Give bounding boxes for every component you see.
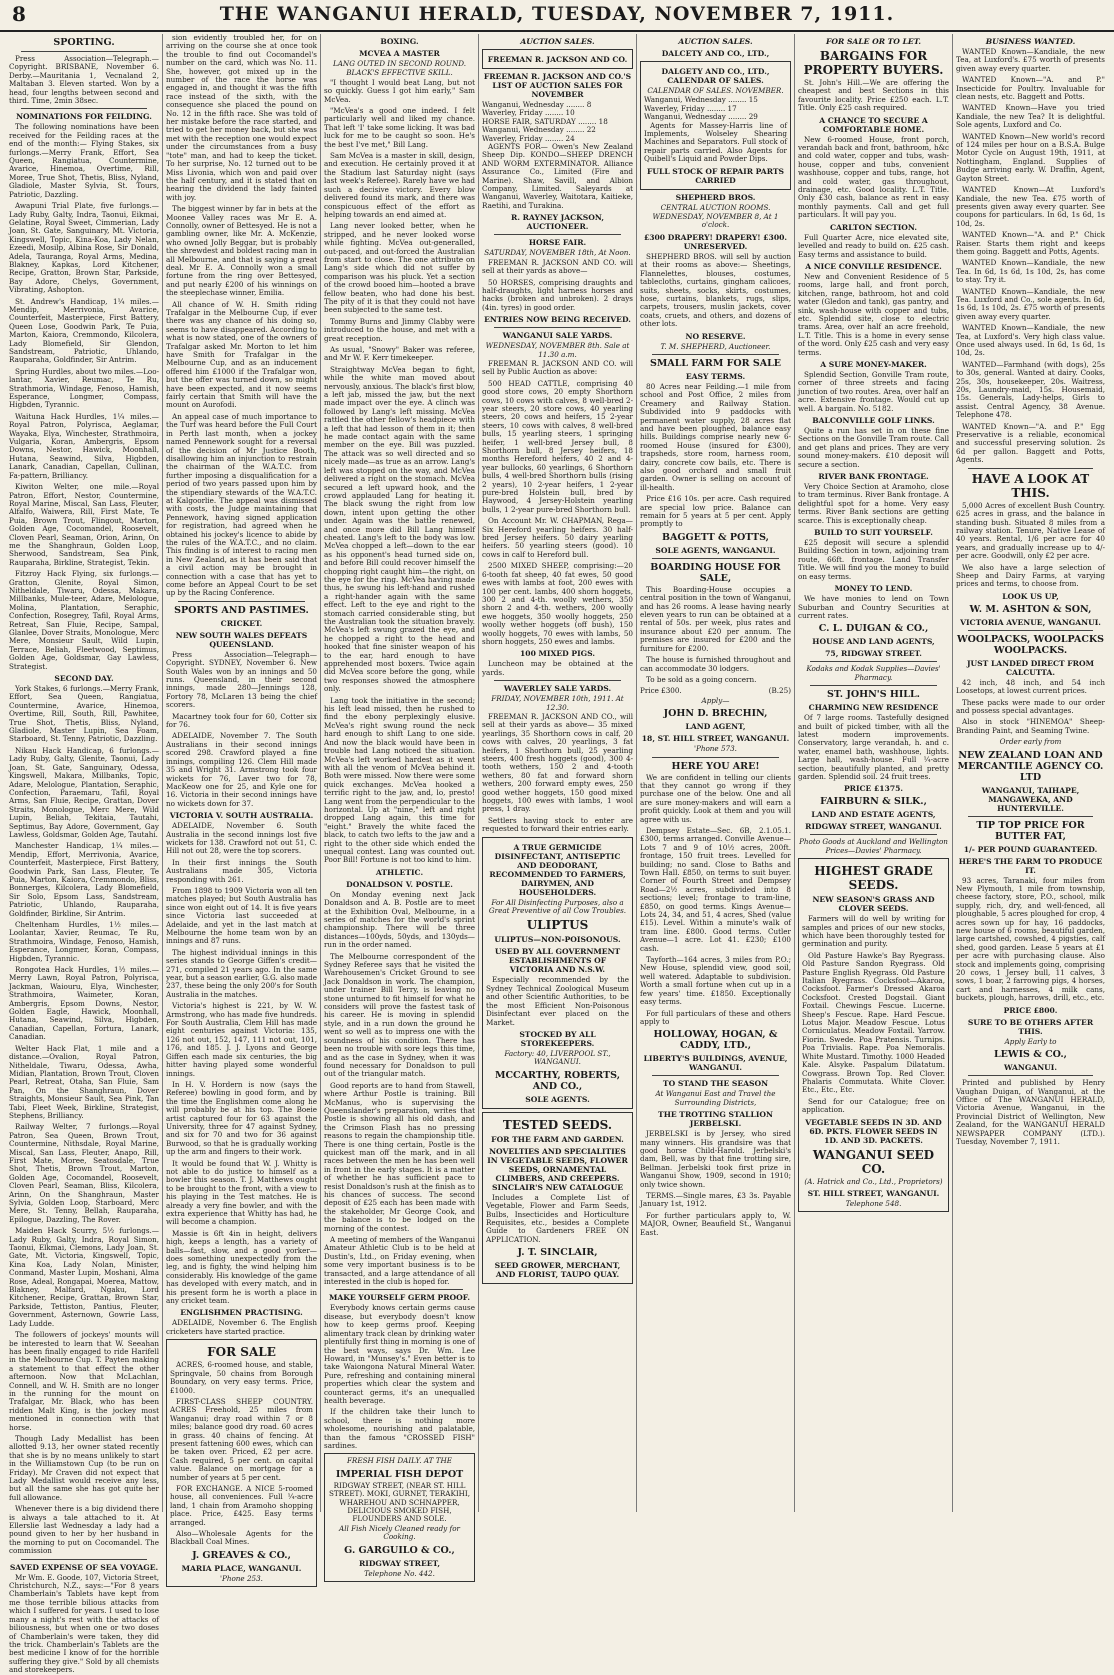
advert-text: SHEPHERD BROS. will sell by auction at their rooms as above:— Sheetings, Flannelettes, blouses, costumes, tablecloths, curtains, gingham calicoes, suits, sheets, socks, skirts, costumes, hose, curtains, blankets, rugs, slips, carpets, trousers, muslin jackets, cover coats, cruets, and others, and dozens of other lots.	[640, 251, 791, 329]
advert-address: 18, ST. HILL STREET, WANGANUI.	[641, 734, 790, 744]
advert-text: NO RESERVE.	[685, 331, 746, 341]
article-text: Awapuni Trial Plate, five furlongs.—Lady Ruby, Galty, Indra, Taonui, Eikmai, Gelatine, Royal Sweet, Cimmerian, Lady Joan, St. Gate, Sanguinary, Mt. Victoria, Kingswell, Topic, Kina-Koa, Lady Nelan, Ezeedi, Mosilp, Albina Rose, Sir Donald, Adela, Tauranga, Royal Arms, Medina, Blakney, Kapkas, Lord Kitchener, Recipe, Gratton, Brown Star, Parkside, Bay Adore, Chelys, Government, Vibrating, Ashopton.	[9, 201, 159, 295]
article-text: Tommy Burns and Jimmy Clabby were introduced to the house, and met with a great reception.	[324, 316, 475, 343]
advert-text: STOCKED BY ALL STOREKEEPERS.	[519, 1029, 596, 1048]
article-text: It would be found that W. J. Whitty is not able to do justice to himself as a bowler this season. T. J. Matthews ought to be brought to the front, with a view to his playing in the Test matches. He is already a very fine bowler, and with the extra experience that Whitty has had, he will become a champion.	[166, 1158, 317, 1227]
price-line	[640, 687, 791, 695]
article-text: As usual, "Snowy" Baker was referee, and Mr W. F. Kerr timekeeper.	[324, 345, 475, 363]
advert-text: A TRUE GERMICIDE DISINFECTANT, ANTISEPTIC AND DEODORANT, RECOMMENDED TO FARMERS, DAIRYMEN, AND HOUSEHOLDERS.	[489, 842, 626, 897]
victoria-heading: VICTORIA V. SOUTH AUSTRALIA.	[169, 811, 314, 821]
article-text: sion evidently troubled her, for on arriving on the course she at once took the trouble to find out Cocomandel's number on the card, which was No. 11. She, however, got mixed up in the number of the race the horse was engaged in, and thought it was the fifth race instead of the sixth, with the consequence she placed the pound on No. 12 in the fifth race. She was told of her mistake before the race started, and tried to get her money back, but she was met with the reception one would expect under the circumstances from a busy "tote" man, and had to keep the ticket. To her surprise, No. 12 turned out to be Miss Livonia, which won and paid over the half century, and it is stated that on hearing the dividend the lady fainted with joy.	[166, 33, 317, 202]
for-sale-advert	[166, 1339, 317, 1587]
wanted-item: WANTED Known—Kandiale, the new Tea, at Luxford's. Very high class value. Once used always used. In 6d, 1s 6d, 1s 10d, 2s.	[956, 323, 1105, 358]
advert-text: All Fish Nicely Cleaned ready for Cooking.	[339, 1523, 460, 1542]
advert-firm: NEW ZEALAND LOAN AND MERCANTILE AGENCY CO. LTD	[957, 749, 1104, 783]
advert-text: LAND AND ESTATE AGENTS,	[811, 810, 936, 820]
advert-text: 2500 MIXED SHEEP, comprising:—20 6-tooth fat sheep, 40 fat ewes, 50 good ewes with lambs at foot, 200 ewes with 100 per cent. lambs, 400 shorn hoggets, 300 2 and 4-th. woolly wethers, 350 shorn 2 and 4-th. wethers, 200 woolly ewe hoggets, 350 woolly hoggets, 250 woolly wether hoggets (off bush), 150 woolly hoggets, 70 ewes with lambs, 50 shorn hoggets, 250 ewes and lambs.	[482, 561, 633, 646]
article-text: Spring Hurdles, about two miles.—Loo-lantar, Xavier, Reumac, Te Ru, Strathmoria, Windage, Fenoso, Hamish, Esperance, Longmer, Compass, Higbden, Tyrannic.	[9, 366, 159, 410]
advert-text: FREEMAN R. JACKSON AND CO. will sell by Public Auction as above:	[482, 358, 633, 377]
advert-ref: (B.25)	[768, 686, 791, 696]
column-3	[320, 34, 478, 1578]
advert-address: ST. HILL STREET, WANGANUI.	[807, 1188, 940, 1198]
advert-text: Of 7 large rooms. Tastefully designed and built of picked timber, with all the latest modern improvements. Conservatory, large verandah, h. and c. water, enamel bath, washhouse, lights. Large hall, wash-house. Full ¼-acre section, beautifully planted, and pretty garden. Splendid soil. 24 fruit trees.	[798, 713, 949, 781]
column-7	[952, 34, 1108, 1512]
article-text: Kiwiton Welter, one mile.—Royal Patron, Effort, Nestor, Countermine, Royal Marine, Miscal, San Lass, Fleuter, Alfalfo, Waiwera, Rill, First Mate, Te Puia, Brown Trout, Flingout, Marton, Golden Age, Cocomandel, Roosevelt, Cloven Pearl, Seaman, Orion, Arinn, On me the Shanghraun, Golden Loop, Sherwood, Sandstream, Sea Pink, Rauparaha, Birkline, Strategist, Tekin.	[9, 482, 159, 567]
divider	[494, 327, 621, 328]
article-text: The followers of jockeys' mounts will be interested to learn that W. Seeahan has been finally engaged to ride Harifell in the Melbourne Cup. T. Payten making a statement to that effect the other afternoon. Now that McLachlan, Connell, and W. H. Smith are no longer in the running for the mount on Trafalgar, Mr. Black, who has been ridden Malt King, is the jockey most mentioned in connection with that horse.	[9, 1330, 159, 1432]
advert-text: Order early from	[999, 737, 1062, 747]
divider	[810, 685, 937, 686]
article-text: Manchester Handicap, 1¼ miles.—Mendip, Effort, Merrivonia, Avarice, Counterfeit, Masterpiece, First Battery, Goodwin Park, San Lass, Fleuter, Te Puia, Marton, Kaiora, Cremmondo, Bliss, Bonnerges, Kilcolera, Lady Blomefield, Sir Solo, Epsom Lass, Sandstream, Patriotic, Uhlando, Rauparaha, Goldfinder, Birkline, Sir Antrim.	[9, 841, 159, 918]
sports-pastimes-heading: SPORTS AND PASTIMES.	[174, 604, 309, 616]
advert-address: LIBERTY'S BUILDINGS, AVENUE, WANGANUI.	[643, 1054, 788, 1073]
article-text: Cheltenham Hurdles, 1½ miles.—Loolantar, Xavier, Reumac, Te Ru, Strathmoira, Windage, Fenoso, Hamish, Esperance, Longmer, Koran, Compass, Higbden, Tyrannic.	[9, 920, 159, 963]
uliptus-name: ULIPTUS	[526, 918, 589, 933]
advert-text: We have monies to lend on Town Suburban and Country Securities at current rates.	[798, 594, 949, 620]
divider	[21, 51, 147, 52]
advert-text: FRESH FISH DAILY. AT THE	[346, 1456, 453, 1466]
advert-text: New and Convenient Residence of 5 rooms, large hall, and front porch, kitchen, range, bathroom, hot and cold water (Gledon and tank), gas pantry, and sink, wash-house with copper and tubs, etc. Splendid site, close to electric trams. Area, over half an acre freehold, L.T. Title. This is a home in every sense of the word. Only £25 cash and very easy terms.	[798, 271, 949, 357]
advert-phone: Telephone 548.	[845, 1198, 902, 1208]
advert-text: FOR EXCHANGE. A NICE 5-roomed house, all conveniences. Full ¼-acre land, 1 chain from Aramoho shopping place. Price, £425. Easy terms arranged.	[170, 1483, 313, 1527]
horse-fair-heading: HORSE FAIR.	[528, 238, 587, 248]
pigs-lot: 100 MIXED PIGS.	[520, 649, 595, 659]
advert-address: VICTORIA AVENUE, WANGANUI.	[960, 617, 1101, 627]
column-1	[6, 34, 162, 1675]
subheading: LANG OUTED IN SECOND ROUND.	[332, 59, 467, 68]
donaldson-heading: DONALDSON V. POSTLE.	[346, 879, 453, 889]
advert-text: Full Quarter Acre, nice elevated site, levelled and ready to build on. £25 cash. Easy terms and assistance to build.	[798, 232, 949, 259]
drapery-lot: £300 DRAPERY! DRAPERY! £300. UNRESERVED.	[643, 232, 788, 251]
divider	[652, 757, 779, 758]
article-text: Victoria's highest is 221, by W. W. Armstrong, who has made five hundreds. For South Australia, Clem Hill has made eight centuries against Victoria: 135, 126 not out, 152, 147, 111 not out, 101, 176, and 185. J. J. Lyons and George Giffen each made six centuries, the big hitter having played some wonderful innings.	[166, 1001, 317, 1078]
masthead	[0, 0, 1114, 32]
article-text: Railway Welter, 7 furlongs.—Royal Patron, Sea Queen, Brown Trout, Countermine, Nithsdale, Royal Marine, Miscal, San Lass, Fleuter, Anapo, Rill, First Mate, Moree, Seatosdale, True Shot, Thetis, Brown Trout, Marton, Golden Age, Cocomandel, Roosevelt, Cloven Pearl, Seaman, Bliss, Kilcolera, Arinn, On the Shanghraun, Master Sylvia, Golden Loop, Starboard, Merc Mere, St. Tenny, Bellah, Rauparaha, Epilogue, Dazzling, The Rover.	[9, 1122, 159, 1224]
masthead-title: THE WANGANUI HERALD, TUESDAY, NOVEMBER 7, 1911.	[219, 3, 895, 25]
entries-note: ENTRIES NOW BEING RECEIVED.	[484, 315, 631, 325]
advert-text: £25 deposit will secure a splendid Building Section in town, adjoining tram route, 66ft. frontage. Land Transfer Title. We will find you the money to build on easy terms.	[798, 538, 949, 581]
st-johns-hill-heading: ST. JOHN'S HILL.	[827, 689, 920, 701]
advert-firm: LEWIS & CO.,	[994, 1049, 1067, 1061]
advert-subheading: MONEY TO LEND.	[834, 584, 913, 594]
article-text: Waituna Hack Hurdles, 1¼ miles.—Royal Patron, Polyrisca, Aeglamar, Wayaka, Elya, Winchester, Strathmoira, Vulgaria, Koran, Ambergris, Epsom Downs, Nestor, Hawick, Moonhall, Hutana, Seawind, Silva, Higbden, Lanark, Canadian, Capellan, Cullinan, Fa-pattern, Brilliancy.	[9, 411, 159, 480]
divider	[494, 234, 621, 235]
article-text: Lang never looked better, when he stripped, and he never looked worse while fighting. McVea out-generalled, out-paced, and out-forced the Australian from start to close. The one attribute on Lang's side which did not suffer by comparison was his pluck. Yet a section of the crowd booed him—hooted a brave fellow beaten, who had done his best. The pity of it is that they could not have been subjected to the same test.	[324, 221, 475, 315]
column-header: AUCTION SALES.	[520, 37, 595, 46]
advert-text: 80 Acres near Feilding.—1 mile from school and Post Office, 2 miles from Creamery and Railway Station. Subdivided into 9 paddocks with permanent water supply, 28 acres flat and have been ploughed, balance easy hills. Buildings comprise nearly new 6-roomed House (insured for £300), trapsheds, store room, harness room, dairy, concrete cow bails, etc. There is also good orchard and small fruit garden. Owner is selling on account of ill-health.	[640, 381, 791, 492]
page-number: 8	[12, 2, 26, 26]
column-2	[162, 33, 320, 1583]
article-text: Mr Wm. E. Goode, 107, Victoria Street, Christchurch, N.Z., says:—"For 8 years Chamberlain's Tablets have kept from me those terrible bilious attacks from which I suffered for years. I used to lose many a night's rest with the attacks of biliousness, but when one or two doses of Chamberlain's were taken, they did the trick. Chamberlain's Tablets are the best medicine I know of for the horrible suffering they give." Sold by all chemists and storekeepers.	[9, 1572, 159, 1675]
advert-subheading: A CHANCE TO SECURE A COMFORTABLE HOME.	[819, 115, 928, 134]
advert-text: SOLE AGENTS, WANGANUI.	[655, 545, 776, 555]
wanted-item: WANTED Known—"A. and P." Egg Preservative is a reliable, economical and successful preserving solution. 2s 6d per gallon. Baggett and Potts, Agents.	[956, 421, 1105, 465]
article-text: York Stakes, 6 furlongs.—Merry Frank, Effort, Sea Queen, Rangiatua, Countermine, Avarice, Hinemoa, Overtime, Rill, South, Rill, Pawhitee, True Shot, Thetis, Bliss, Nyland, Gladiole, Master Lupin, Sea Foam, Starboard, St. Tenny, Patriotic, Dazzling.	[9, 684, 159, 744]
advert-text: FREEMAN R. JACKSON AND CO. will sell at their yards as above—	[482, 257, 633, 276]
wanted-item: WANTED Known—New world's record of 124 miles per hour on a B.S.A. Bulge Motor Cycle on August 19th, 1911, at Nottingham, England. Supplies of Budge arriving early. W. Draffin, Agent, Gayton Street.	[956, 131, 1105, 183]
article-text: The following nominations have been received for the Feilding races at the end of the month:— Flying Stakes, six furlongs.—Merry Frank, Effort, Sea Queen, Rangiatua, Countermine, Avarice, Hinemoa, Overtime, Rill, Moree, True Shot, Thetis, Bliss, Nyland, Gladiole, Master Sylvia, St. Tours, Patriotic, Dazzling.	[9, 122, 159, 199]
advert-subheading: HERE'S THE FARM TO PRODUCE IT.	[958, 856, 1103, 875]
advert-text: FREEMAN R. JACKSON AND CO., will sell at their yards as above— 35 mixed yearlings, 35 Shorthorn cows in calf, 20 cows with calves, 20 yearlings, 3 fat heifers, 1 Shorthorn bull, 25 yearling steers, 400 fresh hoggets (good), 300 4-tooth wethers, 150 2 and 4-tooth wethers, 80 fat and forward shorn wethers, 200 forward empty ewes, 250 good wether hoggets, 150 good mixed hoggets, 100 ewes with lambs, 1 wool press, 1 dray.	[482, 711, 633, 814]
nsw-heading: NEW SOUTH WALES DEFEATS QUEENSLAND.	[175, 630, 308, 649]
advert-text: Photo Goods at Auckland and Wellington Prices—Davies' Pharmacy.	[799, 837, 948, 855]
article-text: Lang took the initiative in the second; his left lead missed, then he rushed to find the ebony perplexingly elusive. McVea's right swung round the neck hard enough to shift Lang to one side. And now the black would have been in trouble had Lang noticed the situation. McVea's left worked hardest as it went with all the venom of McVea behind it. Both were missed. Now there were some quick exchanges. McVea hooked a terrific right to the jaw, and, lo, presto! Lang went from the perpendicular to the horizontal. Up at "nine," left and right dropped Lang again, this time for "eight." Bravely the white faced the black, to catch two lefts to the jaw and a right to the other side which ended the unequal contest. Lang was counted out. Poor Bill! Fortune is not too kind to him.	[324, 695, 475, 865]
advert-text: For All Disinfecting Purposes, also a Great Preventive of all Cow Troubles.	[488, 897, 627, 916]
waverley-heading: WAVERLEY SALE YARDS.	[503, 684, 612, 694]
article-text: ADELAIDE, November 6. The English cricketers have started practice.	[166, 1318, 317, 1336]
signature: T. M. SHEPHERD, Auctioneer.	[660, 341, 771, 351]
advert-firm: W. M. ASHTON & SON,	[969, 603, 1092, 615]
advert-street: RIDGWAY STREET,	[358, 1558, 441, 1568]
advert-firm: J. T. SINCLAIR,	[517, 1247, 598, 1259]
advert-text: New 6-roomed House, front porch, verandah back and front, bathroom, h&c and cold water, copper and tubs, wash-house, copper and tubs, convenient washhouse, copper and tubs, range, hot and cold water, gas throughout, drainage, etc. Good locality. L.T. Title. Only £30 cash, balance as rent in easy monthly payments. Call and get full particulars. It will pay you.	[798, 134, 949, 220]
advert-text: These packs were made to our order and possess special advantages.	[956, 697, 1105, 715]
sinclair-seeds-advert	[482, 1112, 633, 1284]
wanted-item: WANTED—Farmhand (with dogs), 25s to 30s, general. Wanted at dairy. Cooks, 25s, 30s, housekeeper, 20s. Waitress, 20s, Laundry-maid, 15s. Housemaid, 15s. Generals, Lady-helps, Girls to assist. Central Agency, 38 Avenue. Telephone 478.	[956, 359, 1105, 420]
fish-depot-name: IMPERIAL FISH DEPOT	[335, 1468, 464, 1480]
sporting-heading: SPORTING.	[53, 37, 115, 48]
calendar-heading: DALGETY AND CO., LTD., CALENDAR OF SALES.	[661, 67, 770, 85]
article-text: Welter Hack Flat, 1 mile and a distance.—Ovalion, Royal Patron, Nitheldale, Tiwaru, Odessa, Awha, Midian, Plantation, Brown Trout, Cloven Pearl, Retreat, Otaha, San Fluie, Sam Pan, On the Shanghraun, Dover Straights, Monsieur Sault, Sea Pink, Tan Tabi, Fleet Week, Birkline, Strategist, Stephens, Brilliancy.	[9, 1043, 159, 1120]
advert-subheading: CARLTON SECTION.	[829, 222, 918, 232]
advert-text: We also have a large selection of Sheep and Dairy Farms, at varying prices and terms, to choose from.	[956, 562, 1105, 589]
advert-subheading: JUST LANDED DIRECT FROM CALCUTTA.	[966, 658, 1095, 677]
sale-date: WEDNESDAY, NOVEMBER 8, At 1 o'clock.	[652, 212, 779, 230]
advert-text: TERMS.—Single mares, £3 3s. Payable January 1st, 1912.	[640, 1190, 791, 1209]
article-text: Maiden Hack Scurry, 5½ furlongs.—Lady Ruby, Galty, Indra, Royal Simon, Taonui, Elkmai, Clemons, Lady Joan, St. Gate, Mt. Victoria, Kingswell, Topic, Kina Koa, Lady Nolan, Minister, Conmand, Master Lupin, Moshani, Alma Rose, Adeal, Rongapai, Moerea, Mattow, Blakney, Malfard, Ngaku, Lord Kitchener, Recipe, Grattan, Brown Star, Parkside, Tettiston, Pantius, Fleuter, Government, Asternown, Gowrie Lass, Lady Ludde.	[9, 1226, 159, 1328]
advert-text: VEGETABLE SEEDS IN 3D. AND 6D. PKTS. FLOWER SEEDS IN 1D. AND 3D. PACKETS.	[805, 1117, 942, 1145]
bargains-heading: BARGAINS FOR PROPERTY BUYERS.	[803, 49, 944, 77]
article-text: On Monday evening next Jack Donaldson and A. B. Postle are to meet at the Exhibition Oval, Melbourne, in a series of matches for the world's sprint championship. There will be three distances—100yds, 50yds, and 130yds—run in the order named.	[324, 889, 475, 950]
advert-text: On Account Mr. W. CHAPMAN, Rega—Six Hereford yearling heifers. 30 half-bred Jersey heifers. 50 dairy yearling heifers. 50 yearling steers (good). 10 cows in calf to Hereford bull.	[482, 516, 633, 559]
divider	[336, 1289, 463, 1290]
advert-address: RIDGWAY STREET, (NEAR ST. HILL STREET). MOKI, GURNET, TERAKIHI, WHAREHOU AND SCHNAPPER, DELICIOUS SMOKED FISH, FLOUNDERS AND SOLE.	[328, 1480, 471, 1524]
advert-text: For further particulars apply to, W. MAJOR, Owner, Beaufield St., Wanganui East.	[640, 1210, 791, 1237]
advert-firm: FAIRBURN & SILK.,	[820, 796, 927, 808]
advert-text: Also—Wholesale Agents for the Blackball Coal Mines.	[170, 1529, 313, 1547]
advert-text: If the children take their lunch to school, there is nothing more wholesome, nourishing and palatable, than the famous "CROSSED FISH" sardines.	[324, 1407, 475, 1450]
advert-text: Everybody knows certain germs cause disease, but everybody doesn't know how to keep germs proof. Keeping alimentary track clean by drinking water plentifully first thing in morning is one of the best ways, says Dr. Wm. Lee Howard, in "Munsey's." Even better is to take Waiongona Natural Mineral Water. Pure, refreshing and containing mineral properties which clear the system and counteract germs, it's an unequalled health beverage.	[324, 1303, 475, 1405]
advert-text: Send for our Catalogue; free on application.	[802, 1096, 945, 1115]
list-item: Wanganui, Wednesday ........ 8	[482, 100, 592, 109]
highest-grade-heading: HIGHEST GRADE SEEDS.	[814, 864, 933, 893]
advert-firm: HOLLOWAY, HOGAN, & CADDY, LTD.,	[653, 1029, 778, 1052]
article-text: Whenever there is a big dividend there is always a tale attached to it. At Ellerslie last Wednesday a lady had a pound given to her by her husband in the morning to put on Cocomandel. The commission	[9, 1504, 159, 1556]
advert-subheading: BALCONVILLE GOLF LINKS.	[812, 416, 935, 425]
advert-text: LAND AGENT,	[685, 722, 746, 732]
advert-text: Especially recommended by the Sydney Technical Zoological Museum and other Scientific Authorities, to be the most Efficient Non-Poisonous Disinfectant ever placed on the Market.	[486, 975, 629, 1027]
article-text: The Melbourne correspondent of the Sydney Referee says that he visited the Warehousemen's Cricket Ground to see Jack Donaldson in work. The champion, under trainer Bill Terry, is leaving no stone unturned to fit himself for what he considers will prove the fastest task of his career. He is moving in splendid style, and in a run down the ground he went so well as to impress one with the soundness of his condition. There has been no trouble with sore legs this time, and as the case in Sydney, when it was found necessary for Donaldson to pull out of the triangular match.	[324, 951, 475, 1079]
advert-text: Tayforth—164 acres, 3 miles from P.O.; New House, splendid view, good soil, well watered. Adaptable to subdivision. Worth a small fortune when cut up in a few years' time. £1850. Exceptionally easy terms.	[640, 955, 791, 1007]
divider	[652, 1075, 779, 1076]
englishmen-heading: ENGLISHMEN PRACTISING.	[180, 1308, 303, 1318]
column-5	[636, 34, 794, 1512]
advert-text: (A. Hatrick and Co., Ltd., Proprietors)	[804, 1176, 943, 1186]
for-sale-heading: FOR SALE	[207, 1345, 276, 1360]
wanted-item: WANTED Known—Have you tried Kandiale, the new Tea? It is delightful. Sole agents, Luxford and Co.	[956, 103, 1105, 130]
divider	[810, 834, 937, 835]
advert-text: ULIPTUS—NON-POISONOUS.	[494, 935, 621, 945]
article-text: "McVea's a good one indeed. I felt particularly well and liked my chance. That left 'I' take some licking. It was bad luck for me to be caught so soon. He's the best I've met," Bill Lang.	[324, 106, 475, 149]
second-day-heading: SECOND DAY.	[54, 674, 114, 684]
divider	[494, 680, 621, 681]
athletic-heading: ATHLETIC.	[375, 867, 424, 877]
saved-expense-heading: SAVED EXPENSE OF SEA VOYAGE.	[9, 1562, 159, 1572]
stud-heading: TO STAND THE SEASON	[662, 1079, 769, 1089]
advert-text: 93 acres, Taranaki, four miles from New Plymouth, 1 mile from township, cheese factory, store, P.O., school, milk supply, rich, dry, and well-fenced, all ploughable, 5 acres ploughed for crop, 4 acres sown up for hay, 16 paddocks, new house of 6 rooms, beautiful garden, large cartshed, cowshed, 4 pigsties, calf shed, good garden. Lease 5 years at £1 per acre with purchasing clause. Also stock and implements going, comprising 20 cows, 1 Jersey bull, 11 calves, 3 sows, 1 boar, 2 farrowing pigs, 4 horses, cart and harnesses, 4 milk cans, buckets, plough, harrows, drill, etc., etc.	[956, 875, 1105, 1003]
advert-text: Settlers having stock to enter are requested to forward their entries early.	[482, 815, 633, 834]
advert-text: This Boarding-House occupies a central position in the town of Wanganui, and has 26 rooms. A lease having nearly eleven years to run can be obtained at a rental of 50s. per week, plus rates and insurance about £20 per annum. The premises are insured for £200 and the furniture for £200.	[640, 584, 791, 653]
divider	[968, 468, 1093, 469]
uliptus-advert	[482, 837, 633, 1109]
article-text: All chance of W. H. Smith riding Trafalgar in the Melbourne Cup, if ever there was any chance of his doing so, seems to have disappeared. According to what is now stated, one of the owners of Trafalgar asked Mr. Morton to let him have Smith for Trafalgar in the Melbourne Cup, and as an inducement offered him £1000 if the Trafalgar won, but the offer was turned down, so might have been expected, and it now seems fairly certain that Smith will have the mount on Aurofodi.	[166, 299, 317, 410]
advert-firm: JOHN D. BRECHIN,	[663, 708, 768, 720]
cricket-heading: CRICKET.	[220, 618, 263, 628]
advert-subheading: CHARMING NEW RESIDENCE	[808, 703, 939, 713]
advert-price: PRICE £800.	[1003, 1005, 1058, 1015]
shepherd-heading: SHEPHERD BROS.	[675, 192, 756, 202]
advert-text: At Wanganui East and Travel the Surrounding Districts,	[655, 1089, 776, 1107]
advert-price: PRICE £1375.	[843, 784, 904, 794]
advert-address: Factory: 40, LIVERPOOL ST., WANGANUI.	[504, 1048, 611, 1067]
article-text: "I thought I would beat Lang, but not so quickly. Guess I got him early," Sam McVea.	[324, 77, 475, 104]
have-a-look-heading: HAVE A LOOK AT THIS.	[971, 471, 1090, 500]
article-text: The highest individual innings in this series stands to George Giffen's credit—271, compiled 21 years ago. In the same year, but a season earlier, G.G. also made 237, these being the only 200's for South Australia in the matches.	[166, 947, 317, 999]
advert-text: USED BY ALL GOVERNMENT ESTABLISHMENTS OF VICTORIA AND N.S.W.	[494, 947, 621, 975]
sale-yards-heading: WANGANUI SALE YARDS.	[502, 331, 613, 341]
article-text: Massie is 6ft 4in in height, delivers high, keeps a length, has a variety of balls—fast, slow, and a good yorker—does something unexpectedly from the leg, and is fighty, the wind helping him considerably. His knowledge of the game has developed with every match, and in his present form he is worth a place in any cricket team.	[166, 1228, 317, 1306]
advert-subheading: A SURE MONEY-MAKER.	[820, 359, 927, 369]
advert-subheading: NEW SEASON'S GRASS AND CLOVER SEEDS.	[812, 895, 935, 914]
nominations-heading: NOMINATIONS FOR FEILDING.	[16, 112, 152, 122]
advert-firm: MCCARTHY, ROBERTS, AND CO.,	[494, 1069, 621, 1092]
stallion-name: THE TROTTING STALLION JERBELSKI.	[658, 1110, 773, 1129]
advert-text: SOLE AGENTS.	[525, 1094, 590, 1104]
advert-text: SURE TO BE OTHERS AFTER THIS.	[967, 1017, 1094, 1036]
article-text: An appeal case of much importance to the Turf was heard before the Full Court in Perth last month, when a jockey named Pennework sought for a reversal of the decision of Mr Justice Booth, disallowing him an injunction to restrain the chairman of the W.A.T.C. from further imposing a disqualification for a period of two years passed upon him by the stipendiary stewards of the W.A.T.C. at Kalgoorlie. The appeal was dismissed with costs, the Judge maintaining that Pennework, having signed application for registration, had agreed when he obtained his jockey's licence to abide by the rules of the W.A.T.C., and no claim. This finding is of interest to racing men in New Zealand, as it has been said that a civil action may be brought in connection with a case that has yet to come before an Appeal Court to be set up by the Racing Conference.	[166, 411, 317, 598]
small-farm-heading: SMALL FARM FOR SALE	[649, 357, 782, 369]
advert-text: The house is furnished throughout and can accommodate 30 lodgers.	[640, 655, 791, 673]
advert-text: Agents for Massey-Harris line of Implements, Wolseley Shearing Machines and Separators. Full stock of repair parts carried. Also Agents for Quibell's Liquid and Powder Dips.	[644, 120, 788, 164]
advert-subheading: BUILD TO SUIT YOURSELF.	[814, 528, 933, 538]
divider	[652, 354, 779, 355]
article-text: The biggest winner by far in bets at the Moonee Valley races was Mr E. A. Connolly, owner of Bettesyed. He is not a gambling owner, like Mr. A. McKenzie, who owned Jolly Beggar, but is probably the shrewdest and boldest racing man in all Melbourne, and that is saying a great deal. Mr E. A. Connolly won a small fortune from the ring over Bettesyed, and put nearly £200 of his winnings on the steeplechase winner, Emilia.	[166, 204, 317, 298]
article-text: Though Lady Medallist has been allotted 9.13, her owner stated recently that she is by no means unlikely to start in the Williamstown Cup (to be run on Friday). Mr Craven did not expect that Lady Medallist would receive any less, but all the same she has got quite her full allowance.	[9, 1433, 159, 1502]
article-text: Sam McVea is a master in skill, design, and execution. He certainly proved it at the Stadium last Saturday night (says last week's Referee). Rarely have we had such a decisive victory. Every blow delivered found its mark, and there was conspicuous effect of the effort as helping towards an end aimed at.	[324, 151, 475, 219]
advert-text: EASY TERMS.	[685, 371, 746, 381]
advert-address: SEED GROWER, MERCHANT, AND FLORIST, TAUPO QUAY.	[494, 1261, 621, 1280]
advert-firm: J. GREAVES & CO.,	[192, 1549, 291, 1561]
woolpacks-heading: WOOLPACKS, WOOLPACKS WOOLPACKS.	[956, 633, 1105, 656]
advert-text: AGENTS FOR— Owen's New Zealand Sheep Dip. KONDO—SHEEP DRENCH AND WORM EXTERMINATOR. Alliance Assurance Co., Limited (Fire and Marine). Shaw, Savill, and Albion Company, Limited. Saleyards at Wanganui, Waverley, Waitotara, Kaitieke, Raetihi, and Turakina.	[482, 142, 633, 210]
advert-address: WANGANUI, TAIHAPE, MANGAWEKA, AND HUNTERVILLE.	[981, 785, 1080, 813]
divider	[21, 108, 147, 109]
divider	[968, 816, 1093, 817]
list-item: Wanganui, Wednesday ........ 15	[644, 95, 758, 105]
wanted-item: WANTED Known—Kandiale, the new Tea. Luxford and Co., sole agents. In 6d, 1s 6d, 1s 10d, 2s. £75 worth of presents given away every quarter.	[956, 286, 1105, 321]
list-item: Waverley, Friday ........ 10	[482, 108, 575, 118]
advert-text: Also in stock "HINEMOA" Sheep-Branding Paint, and Seaming Twine.	[956, 717, 1105, 735]
list-item: HORSE FAIR, SATURDAY ........ 18	[482, 116, 608, 126]
advert-text: FOR THE FARM AND GARDEN.	[491, 1134, 624, 1144]
advert-text: CENTRAL AUCTION ROOMS.	[660, 202, 771, 212]
calendar-subheading: CALENDAR OF SALES. NOVEMBER.	[647, 86, 784, 95]
advert-firm: C. L. DUIGAN & CO.,	[818, 623, 929, 635]
advert-firm: BAGGETT & POTTS,	[662, 531, 769, 543]
column-6	[794, 34, 952, 1512]
article-text: Press Association—Telegraph—Copyright. SYDNEY, November 6. New South Wales won by an innings and 50 runs. Queensland, in their second innings, made 280—Jennings 128, Fortory 78, McLaren 13 being the chief scorers.	[166, 649, 317, 710]
mcvea-heading: MCVEA A MASTER	[359, 49, 440, 58]
sale-date: FRIDAY, NOVEMBER 10th, 1911. At 12.30.	[491, 694, 624, 712]
seed-co-advert	[798, 858, 949, 1212]
advert-phone: 'Phone 253.	[220, 1573, 263, 1583]
advert-text: Farmers will do well by writing for samples and prices of our new stocks, which have been thoroughly tested for germination and purity.	[802, 914, 945, 949]
advert-text: 42 inch, 48 inch, and 54 inch Loosetops, at lowest current prices.	[956, 677, 1105, 696]
article-text: Rongotea Hack Hurdles, 1½ miles.—Merry Lawn, Royal Patron, Polyrisca, Jackman, Waiouru, Elya, Winchester, Strathmoira, Waimeter, Koran, Ambergris, Epsom Downs, Nestor, Golden Eagle, Hawick, Moonhall, Hutana, Seawind, Silva, Higbden, Canadian, Capellan, Fortura, Lanark, Canadian.	[9, 965, 159, 1042]
advert-text: FIRST-CLASS SHEEP COUNTRY. ACRES Freehold, 25 miles from Wanganui; dray road within 7 or 8 miles; balance good dry road. 60 acres in grass. 40 chains of fencing. At present fattening 600 ewes, which can be taken over. Priced, £2 per acre. Cash required, 5 per cent. on capital value. Balance on mortgage for a number of years at 5 per cent.	[170, 1396, 313, 1482]
divider	[21, 1559, 147, 1560]
divider	[178, 601, 305, 602]
list-item: Waverley, Friday ........ 17	[644, 103, 737, 113]
advert-text: Very Choice Section at Aramoho, close to tram terminus. River Bank frontage. A delightful spot for a home. Very easy terms. River Bank sections are getting scarce. This is exceptionally cheap.	[798, 482, 949, 525]
advert-price: Price £300.	[640, 686, 682, 696]
advert-text: Kodaks and Kodak Supplies—Davies' Pharmacy.	[806, 664, 941, 682]
advert-firm: G. GARGUILO & CO.,	[344, 1544, 455, 1556]
article-text: Good reports are to hand from Stawell, where Arthur Postle is training. Bill McManus, who is supervising the Queenslander's preparation, writes that Postle is showing all his old dash, and the Crimson Flash has no pressing reasons to regain the championship title. There is one thing certain, Postle is the quickest man off the mark, and in all races between the men he has been well in front in the early stages. It is a matter of whether he has sufficient pace to resist Donaldson's rush at the finish as to his chances of success. The second deposit of £25 each has been made with the stakeholder, Mr George Cook, and the balance is to be lodged on the morning of the contest.	[324, 1080, 476, 1233]
auction-list	[482, 101, 633, 143]
list-item: Waverley, Friday ........ 24	[482, 133, 575, 143]
article-text: Straightway McVea began to fight, while the white man moved about nervously, anxious. The black's first blow, a left jab, missed the jaw, but the next made impact over the eye. A clinch was followed by Lang's left missing. McVea rattled the other fellow's headpiece with a left that had lesson of them in it; then he made contact again with the same member on the eye. Bill was puzzled. The attack was so well directed and so nicely made—as true as an arrow. Lang's left was stopped on the way, and McVea delivered a right on the stomach. McVea secured a left upward hook, and the crowd applauded Lang for heating it. The black swung the right from low down, intent upon getting the other under. Again was the battle renewed, and once more did Bill Lang himself cheated. Lang's left to the body was low. McVea chopped a left—down to the ear as his opponent's head turned side on, and before Bill could recover himself the chopping right caught him—the right, on the eye for the ring. McVea having made thus, he swung his left-hand and rushed a right-hander again with the same effect. Left to the eye and right to the stomach carried considerable sting, but the Australian took the situation bravely. McVea's left swung grazed the eye, and he chopped a right to the head and hooked that fine sinister weapon of his to the ear, hard enough to have apprehended most boxers. Twice again did McVea score before the gong, while two responses showed the atmosphere only.	[324, 364, 475, 694]
divider	[652, 558, 779, 559]
advert-text: NOVELTIES AND SPECIALITIES IN VEGETABLE SEEDS, FLOWER SEEDS, ORNAMENTAL CLIMBERS, AND CREEPERS. SINCLAIR'S NEW CATALOGUE	[487, 1146, 628, 1192]
wanted-item: WANTED Known—Kandiale, the new Tea, at Luxford's. £75 worth of presents given away every quarter.	[956, 47, 1105, 73]
advert-text: Includes a Complete List of Vegetable, Flower and Farm Seeds, Bulbs, Insecticides and Horticulture Requisites, etc., besides a Complete Guide to Gardeners FREE ON APPLICATION.	[486, 1192, 629, 1244]
advert-text: 500 HEAD CATTLE, comprising 40 good store cows, 20 empty Shorthorn cows, 10 cows with calves, 8 well-bred 2-year steers, 20 store cows, 40 yearling steers, 20 cows and heifers, 15 2-year steers, 10 cows with calves, 8 well-bred bulls, 15 yearling steers, 1 springing heifer, 1 well-bred Jersey bull, 8 Shorthorn bull, 8 Jersey heifers, 18 months Hereford heifers, 40 2 and 4-year bullocks, 60 yearlings, 6 Shorthorn bulls, 4 well-bred Shorthorn bulls (rising 2 years), 10 2-year heifers, 1 2-year pure-bred Holstein bull, bred by Haywood, 4 Jersey-Holstein yearling bulls, 1 2-year pure-bred Shorthorn bull.	[482, 378, 633, 514]
germ-proof-heading: MAKE YOURSELF GERM PROOF.	[328, 1293, 471, 1303]
advert-text: Quite a run has set in on these fine Sections on the Gonville Tram route. Call and get plans and prices. They are very sound money-makers. £10 deposit will secure a section.	[798, 426, 949, 469]
here-you-are-heading: HERE YOU ARE!	[671, 760, 760, 772]
advert-text: 5,000 Acres of excellent Bush Country. 625 acres in grass, and the balance in standing bush. Situated 8 miles from a railway station. Tenure, Native Lease of 40 years. Rental, 1/6 per acre for 40 years, and gradually increase up to 4/- per acre. Goodwill, only £2 per acre.	[956, 500, 1105, 561]
article-text: A meeting of members of the Wanganui Amateur Athletic Club is to be held at Dustin's, Ltd., on Friday evening, when some very important business is to be transacted, and a large attendance of all interested in the club is hoped for.	[324, 1235, 475, 1287]
firm-banner: FREEMAN R. JACKSON AND CO.	[487, 55, 628, 64]
column-header: BUSINESS WANTED.	[985, 37, 1076, 46]
sale-date: WEDNESDAY, NOVEMBER 8th. Sale at 11.30 a.m.	[485, 341, 630, 359]
advert-text: To be sold as a going concern.	[646, 674, 757, 684]
divider	[810, 661, 937, 662]
article-text: Fitzroy Hack Flying, six furlongs.—Gratton, Glenite, Royal Simon, Nitheldale, Tiwaru, Odessa, Makara, Millbanks, Mule-teer, Adare, Melologue, Molina, Plantation, Seraphic, Confection, Rosegrey, Tafil, Royal Arms, Retreat, San Fluie, Recipe, Sampal, Glanlee, Dover Straits, Monologue, Merc Mere, Monsieur Sault, Wild Lupin, Terrace, Beliah, Fleetwood, Septimus, Golden Age, Goldsmar, Gay Lawless, Strategist.	[9, 569, 159, 671]
advert-text: Splendid Section, Gonville Tram route, corner of three streets and facing junction of two routes. Area, over half an acre. Extensive frontage. Would cut up well. A bargain. No. 5182.	[798, 369, 949, 413]
advert-text: St. John's Hill.—We are offering the cheapest and best Sections in this favourite locality. Price £250 each. L.T. Title. Only £25 cash required.	[798, 78, 949, 113]
advert-address: 75, RIDGWAY STREET.	[825, 649, 922, 659]
jackson-banner	[482, 49, 633, 69]
advert-address: MARIA PLACE, WANGANUI.	[181, 1563, 302, 1573]
advert-text: HOUSE AND LAND AGENTS,	[812, 637, 935, 647]
advert-text: FULL STOCK OF REPAIR PARTS CARRIED	[646, 166, 785, 185]
advert-phone: Telephone No. 442.	[364, 1568, 435, 1578]
advert-text: Apply Early to	[1004, 1036, 1057, 1046]
auction-list-heading: FREEMAN R. JACKSON AND CO.'S LIST OF AUCTION SALES FOR NOVEMBER	[483, 72, 632, 99]
advert-subheading: RIVER BANK FRONTAGE.	[818, 472, 929, 482]
column-header: AUCTION SALES.	[678, 37, 753, 46]
article-text: ADELAIDE, November 7. The South Australians in their second innings scored 298. Crawford played a fine innings, compiling 126. Clem Hill made 35 and Wright 31. Armstrong took four wickets for 76, Laver two for 78, MacKeow one for 25, and Kyle one for 16. Victoria in their second innings have no wickets down for 37.	[166, 731, 317, 808]
article-text: Nikau Hack Handicap, 6 furlongs.—Lady Ruby, Galty, Glenite, Taonui, Lady Joan, St. Gate, Sanguinary, Odessa, Kingswell, Makara, Millbanks, Topic, Adare, Melologue, Plantation, Seraphic, Confection, Paraemaru, Tafil, Royal Arms, San Fluie, Recipe, Grattan, Dover Straits, Monologue, Merc Mere, Wild Lupin, Beliah, Tekitaia, Tautahi, Septimus, Bay Adore, Government, Gay Lawless, Goldsmar, Golden Age, Tautahi.	[9, 745, 159, 839]
firm-banner: DALCETY AND CO., LTD.,	[661, 49, 770, 58]
article-text: St. Andrew's Handicap, 1¼ miles.—Mendip, Merrivonia, Avarice, Counterfeit, Masterpiece, First Battery, Queen Lose, Goodwin Park, Te Puia, Marton, Kaiora, Cremmondo, Kilcolera, Lady Blomefield, Sir Glendon, Sandstream, Patriotic, Uhlando, Rauparaha, Goldfinder, Sir Antrim.	[9, 296, 159, 365]
advert-subheading: 1/- PER POUND GUARANTEED.	[963, 844, 1098, 854]
advert-address: WANGANUI.	[1003, 1063, 1057, 1073]
article-text: Press Association—Telegraph.—Copyright. BRISBANE, November 6. Derby.—Mauritania 1, Vecnaland 2, Maltaban 3. Eleven started. Won by a head, four lengths between second and third. Time, 2min 38sec.	[9, 54, 159, 106]
divider	[968, 1075, 1093, 1076]
dalgety-calendar	[640, 61, 791, 190]
article-text: Macartney took four for 60, Cotter six for 76.	[166, 711, 317, 730]
tested-seeds-heading: TESTED SEEDS.	[502, 1117, 613, 1132]
wanted-item: WANTED Known—Kandiale, the new Tea. In 6d, 1s 6d, 1s 10d, 2s, has come to stay. Try it.	[956, 258, 1105, 285]
wanted-item: WANTED Known—"A. and P." Insecticide for Poultry. Invaluable for clean nests, etc. Baggett and Potts.	[956, 75, 1105, 102]
article-text: ADELAIDE, November 6. South Australia in the second innings lost five wickets for 138. Crawford not out 51, C. Hill not out 28, were the top scorers.	[166, 821, 317, 856]
list-item: Wanganui, Wednesday ........ 29	[644, 112, 758, 122]
divider	[968, 630, 1093, 631]
advert-text: JERBELSKI is by Jersey, who sired many winners. His grandsire was that good horse Child-Harold. Jerbelski's dam, Bell, was by that fine trotting sire, Bellman. Jerbelski took first prize in Wanganui Show, 1909, second in 1910; only twice shown.	[640, 1129, 791, 1189]
advert-address: RIDGWAY STREET, WANGANUI.	[805, 822, 942, 832]
butter-fat-heading: TIP TOP PRICE FOR BUTTER FAT,	[976, 819, 1085, 842]
advert-text: Old Pasture Hawke's Bay Ryegrass. Old Pasture Sandon Ryegrass. Old Pasture English Ryegrass. Old Pasture Italian Ryegrass. Cocksfoot—Akaroa, Cocksfoot. Farmer's Dressed Akaroa Cocksfoot. Crested Dogstail. Giant Foxtail. Chewings Fescue. Lucerne. Sheep's Fescue. Rape. Hard Fescue. Lotus Major. Meadow Fescue. Lotus Corniculatus. Meadow Foxtail. Yarrow. Fiorin. Swede. Poa Pratensis. Turnips. Poa Trivialis. Rape. Poa Nemoralis. White Mustard. Timothy. 1000 Headed Kale. Alsyke. Paspalum Dilatatum. Cowgrass. Brown Top. Red Clover. Phalaris Commutata. White Clover. Etc., Etc., Etc.	[802, 950, 945, 1095]
subheading: BLACK'S EFFECTIVE SKILL.	[346, 68, 453, 78]
boxing-heading: BOXING.	[380, 37, 419, 46]
boarding-house-heading: BOARDING HOUSE FOR SALE,	[650, 561, 781, 584]
advert-text: Price £16 10s. per acre. Cash required are special low price. Balance can remain for 5 years at 5 per cent. Apply promptly to	[640, 494, 791, 529]
advert-text: 50 HORSES, comprising draughts and half-draughts, light harness horses and hacks (broken and unbroken). 2 drays (4in. tyres) in good order.	[482, 277, 633, 312]
advert-text: For full particulars of these and others apply to	[640, 1008, 791, 1026]
columns	[6, 33, 1108, 1675]
wanted-item: WANTED Known—"A. and P." Chick Raiser. Starts them right and keeps them going. Baggett and Potts, Agents.	[956, 230, 1105, 256]
wanganui-seed-co-name: WANGANUI SEED CO.	[812, 1147, 935, 1176]
list-item: Wanganui, Wednesday ........ 22	[482, 125, 596, 135]
article-text: From 1898 to 1909 Victoria won all ten matches played; but South Australia has since won eight out of 14. It is five years since Victoria last succeeded at Adelaide, and yet in the last match at Melbourne the home team won by an innings and 87 runs.	[166, 885, 317, 946]
wanted-item: WANTED Known—At Luxford's Kandiale, the new Tea. £75 worth of presents given away every quarter. See coupons for particulars. In 6d, 1s 6d, 1s 10d, 2s.	[956, 185, 1105, 228]
imprint: Printed and published by Henry Vaughan Duigan, of Wanganui, at the Office of The WANGANUI HERALD, Victoria Avenue, Wanganui, in the Provincial District of Wellington, New Zealand, for the WANGANUI HERALD NEWSPAPER COMPANY (LTD.). Tuesday, November 7, 1911.	[956, 1078, 1105, 1146]
fish-depot-advert	[324, 1453, 475, 1582]
advert-text: Apply—	[701, 695, 730, 705]
column-header: FOR SALE OR TO LET.	[825, 37, 922, 46]
sale-date: SATURDAY, NOVEMBER 18th, At Noon.	[484, 248, 631, 258]
signature: R. RAYNEY JACKSON, AUCTIONEER.	[511, 213, 604, 232]
advert-text: LOOK US UP,	[1002, 591, 1059, 601]
article-text: In H. V. Hordern is now (says the Referee) bowling in good form, and by the time the Englishmen come along he will probably be at his top. The Boeie artist captured four for 63 against the University, three for 47 against Sydney, and six for 70 and two for 36 against Burwood, so that he is gradually working up the arm and fingers to their work.	[166, 1079, 317, 1157]
advert-phone: 'Phone 573.	[694, 744, 737, 754]
advert-text: Luncheon may be obtained at the yards.	[482, 659, 633, 677]
article-text: In their first innings the South Australians made 305, Victoria responding with 261.	[166, 857, 317, 884]
column-4	[478, 34, 636, 1512]
advert-subheading: A NICE CONVILLE RESIDENCE.	[805, 261, 942, 271]
advert-text: We are confident in telling our clients that they cannot go wrong if they purchase one of the below. One and all are sure money-makers and will earn a profit quickly. Look at them and you will agree with us.	[640, 772, 791, 824]
advert-text: ACRES, 6-roomed house, and stable, Springvale, 50 chains from Borough Boundary, on very easy terms. Price, £1000.	[170, 1360, 313, 1395]
advert-text: Dempsey Estate—Sec. 6B, 2.1.05.1. £300, terms arranged. Conville Avenue—Lots 7 and 9 of 10½ acres, 200ft. frontage, 150 fruit trees. Levelled for building; no sand. Close to Baths and Town Hall. £850, on terms to suit buyer. Corner of Fourth Street and Dempsey Road—2½ acres, subdivided into 8 sections; level; frontage to tram-line, £850, on good terms. Kings Avenue—Lots 24, 34, and 51, 4 acres, Shed (value £15). Level. Within a minute's walk of tram line. £800. Good terms. Cutler Avenue—1 acre. Lot 41. £230; £100 cash.	[640, 825, 791, 953]
